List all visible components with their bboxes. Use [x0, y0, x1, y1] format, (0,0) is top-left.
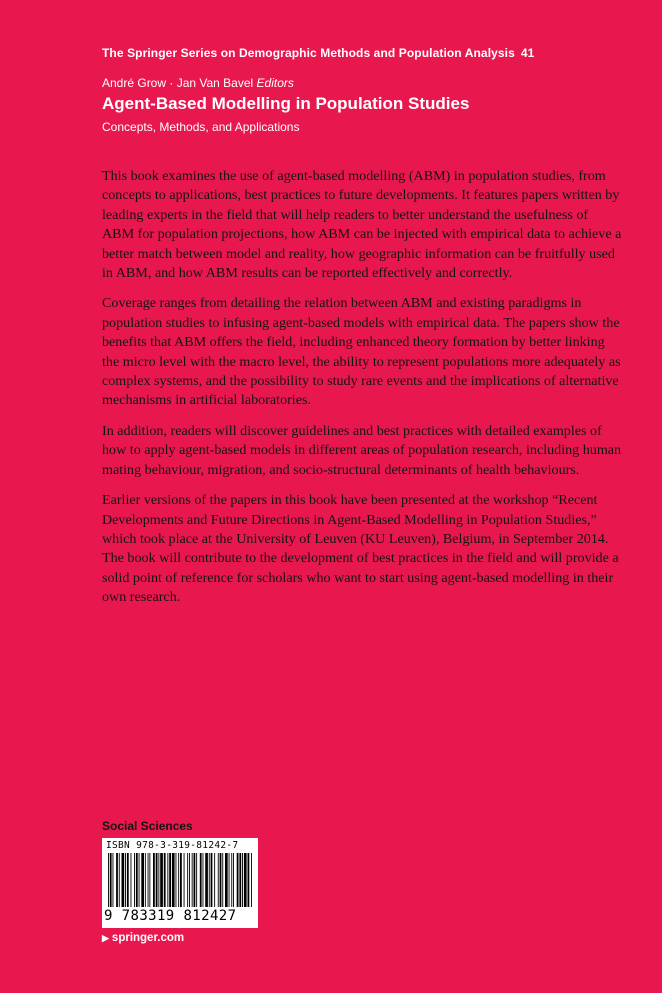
editors-role: Editors: [256, 76, 294, 90]
barcode-icon: [106, 853, 254, 909]
series-name: The Springer Series on Demographic Methods and Population Analysis: [102, 46, 515, 60]
publisher-url: springer.com: [111, 932, 185, 944]
series-line: [102, 46, 534, 60]
book-description: [102, 167, 622, 619]
series-number: 41: [520, 46, 535, 60]
editors-names: André Grow · Jan Van Bavel: [102, 76, 254, 90]
publisher-link[interactable]: [102, 932, 184, 944]
editors-line: [102, 76, 294, 90]
description-paragraph: This book examines the use of agent-based modelling (ABM) in population studies, from concepts to applications, best practices to future developments. It features papers written by leading experts in the field that will help readers to better understand the usefulness of ABM for population projections, how ABM can be injected with empirical data to achieve a better match between model and reality, how geographic information can be fruitfully used in ABM, and how ABM results can be reported effectively and correctly.: [102, 168, 622, 282]
triangle-arrow-icon: ▶: [102, 933, 109, 943]
ean-digits: 9 783319 812427: [104, 908, 237, 924]
description-paragraph: Coverage ranges from detailing the relation between ABM and existing paradigms in population studies to infusing agent-based models with empirical data. The papers show the benefits that ABM offers the field, including enhanced theory formation by better linking the micro level with the macro level, the ability to represent populations more adequately as complex systems, and the possibility to study rare events and the implications of alternative mechanisms in artificial laboratories.: [102, 295, 621, 409]
isbn-barcode: [102, 838, 258, 928]
subject-category: Social Sciences: [102, 819, 193, 833]
description-paragraph: Earlier versions of the papers in this book have been presented at the workshop “Recent Developments and Future Directions in Agent-Based Modelling in Population Studies,” which took place at the University of Leuven (KU Leuven), Belgium, in September 2014. The book will contribute to the development of best practices in the field and will provide a solid point of reference for scholars who want to start using agent-based modelling in their own research.: [102, 492, 619, 606]
isbn-label: ISBN 978-3-319-81242-7: [106, 840, 239, 851]
book-title: Agent-Based Modelling in Population Studies: [102, 94, 470, 113]
description-paragraph: In addition, readers will discover guidelines and best practices with detailed examples of how to apply agent-based models in different areas of population research, including human mating behaviour, migration, and socio-structural determinants of health behaviours.: [102, 422, 622, 478]
book-subtitle: Concepts, Methods, and Applications: [102, 120, 300, 134]
